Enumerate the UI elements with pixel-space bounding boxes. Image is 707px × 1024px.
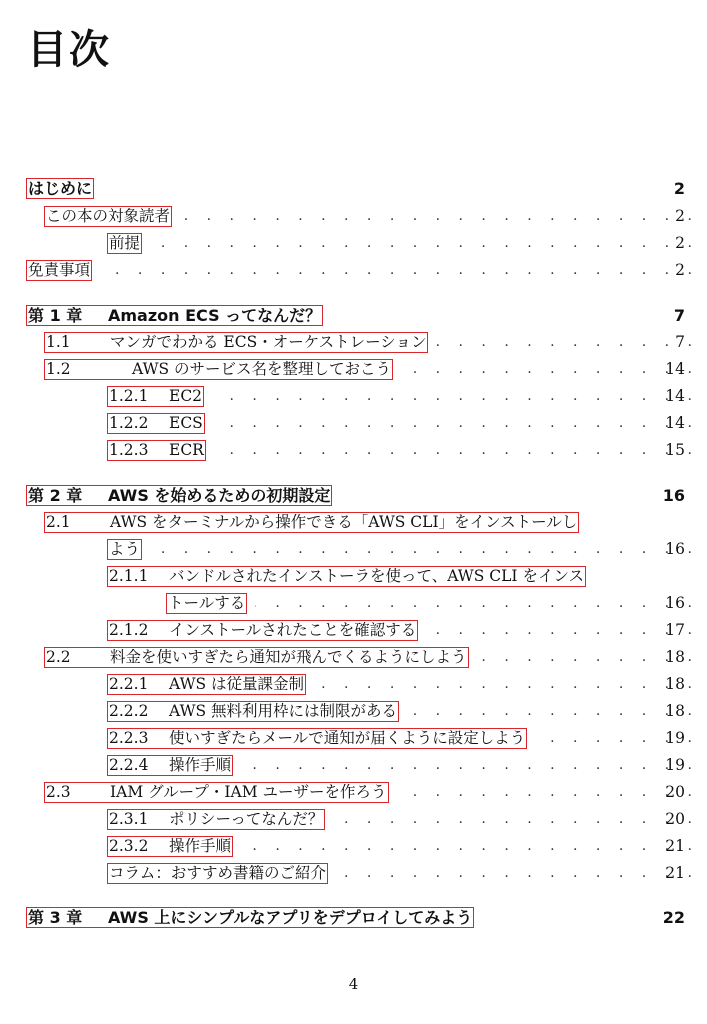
toc-chapter-intro[interactable]	[0, 176, 707, 200]
leader-dots	[214, 442, 699, 458]
toc-title: EC2	[169, 386, 203, 405]
toc-title: AWS 上にシンプルなアプリをデプロイしてみよう	[108, 907, 473, 927]
toc-entry-2-3-2[interactable]	[0, 834, 707, 858]
toc-page-number: 17	[665, 621, 685, 639]
toc-page-number: 21	[665, 864, 685, 882]
toc-page-number: 7	[675, 333, 685, 351]
toc-title: 操作手順	[169, 836, 232, 855]
toc-link[interactable]	[107, 620, 418, 641]
toc-link[interactable]	[26, 260, 92, 281]
toc-page-number: 20	[665, 783, 685, 801]
toc-link[interactable]	[107, 566, 586, 587]
toc-entry-2-2[interactable]	[0, 645, 707, 669]
toc-page-number: 22	[662, 907, 685, 927]
toc-title: ECS	[169, 413, 203, 432]
leader-dots	[314, 676, 699, 692]
toc-page-number: 14	[665, 414, 685, 432]
leader-dots	[213, 415, 699, 431]
toc-link[interactable]	[107, 809, 325, 830]
toc-entry-intro-disclaimer[interactable]	[0, 258, 707, 282]
toc-link[interactable]	[166, 593, 247, 614]
toc-title: コラム：おすすめ書籍のご紹介	[109, 863, 327, 882]
leader-dots	[100, 262, 699, 278]
toc-link[interactable]	[107, 836, 233, 857]
toc-title: Amazon ECS ってなんだ？	[108, 305, 322, 325]
toc-entry-2-1[interactable]	[0, 510, 707, 534]
toc-entry-1-2-2[interactable]	[0, 411, 707, 435]
toc-entry-1-1[interactable]	[0, 330, 707, 354]
toc-page-number: 18	[665, 675, 685, 693]
toc-entry-intro-premise[interactable]	[0, 231, 707, 255]
toc-link[interactable]	[44, 782, 389, 803]
toc-entry-2-2-3[interactable]	[0, 726, 707, 750]
toc-page-number: 19	[665, 756, 685, 774]
toc-link[interactable]	[107, 674, 306, 695]
toc-link[interactable]	[44, 359, 393, 380]
toc-title: 前提	[109, 233, 141, 252]
toc-link[interactable]	[107, 413, 205, 434]
toc-page-number: 14	[665, 360, 685, 378]
toc-page-number: 18	[665, 702, 685, 720]
toc-title: AWS 無料利用枠には制限がある	[169, 701, 398, 720]
toc-number: 2.3.2	[109, 836, 149, 855]
toc-title: IAM グループ・IAM ユーザーを作ろう	[110, 782, 387, 801]
toc-page-number: 2	[675, 207, 685, 225]
toc-title: はじめに	[28, 178, 93, 198]
toc-page-number: 16	[665, 540, 685, 558]
toc-page-number: 20	[665, 810, 685, 828]
toc-number: 2.3	[46, 782, 71, 801]
toc-entry-2-1-cont[interactable]	[0, 537, 707, 561]
toc-number: 1.2.2	[109, 413, 149, 432]
toc-title: マンガでわかる ECS・オーケストレーション	[110, 332, 427, 351]
toc-link[interactable]	[26, 305, 323, 326]
toc-entry-2-2-4[interactable]	[0, 753, 707, 777]
toc-number: 2.2.2	[109, 701, 149, 720]
toc-link[interactable]	[26, 485, 332, 506]
toc-number: 第 3 章	[28, 907, 83, 927]
toc-number: 1.2	[46, 359, 71, 378]
toc-page-number: 18	[665, 648, 685, 666]
toc-title: AWS を始めるための初期設定	[108, 485, 331, 505]
toc-page-number: 19	[665, 729, 685, 747]
toc-title: バンドルされたインストーラを使って、AWS CLI をインス	[169, 566, 585, 585]
toc-page-number: 14	[665, 387, 685, 405]
leader-dots	[150, 235, 699, 251]
toc-entry-2-1-2[interactable]	[0, 618, 707, 642]
toc-title: トールする	[168, 593, 246, 612]
toc-entry-1-2-1[interactable]	[0, 384, 707, 408]
toc-number: 1.1	[46, 332, 71, 351]
leader-dots	[180, 208, 699, 224]
toc-page-number: 2	[675, 234, 685, 252]
toc-link[interactable]	[26, 178, 94, 199]
toc-title: 操作手順	[169, 755, 232, 774]
toc-entry-intro-audience[interactable]	[0, 204, 707, 228]
toc-title: AWS は従量課金制	[169, 674, 305, 693]
toc-number: 第 2 章	[28, 485, 83, 505]
toc-title: AWS をターミナルから操作できる「AWS CLI」をインストールし	[110, 512, 578, 531]
toc-link[interactable]	[44, 206, 172, 227]
toc-entry-1-2-3[interactable]	[0, 438, 707, 462]
leader-dots	[255, 595, 699, 611]
toc-link[interactable]	[107, 386, 204, 407]
toc-entry-2-3[interactable]	[0, 780, 707, 804]
toc-title: よう	[109, 539, 141, 558]
toc-number: 2.2	[46, 647, 71, 666]
toc-link[interactable]	[107, 233, 142, 254]
toc-chapter-2[interactable]	[0, 483, 707, 507]
toc-link[interactable]	[44, 512, 579, 533]
toc-number: 2.3.1	[109, 809, 149, 828]
toc-page-number: 16	[665, 594, 685, 612]
toc-number: 2.2.4	[109, 755, 149, 774]
toc-page-number: 2	[675, 261, 685, 279]
toc-number: 2.2.3	[109, 728, 149, 747]
toc-link[interactable]	[26, 907, 474, 928]
toc-title: AWS のサービス名を整理しておこう	[132, 359, 392, 378]
toc-number: 1.2.3	[109, 440, 149, 459]
toc-number: 2.1.2	[109, 620, 149, 639]
page-title: 目次	[27, 27, 111, 73]
toc-chapter-1[interactable]	[0, 303, 707, 327]
toc-entry-2-1-1-cont[interactable]	[0, 591, 707, 615]
toc-title: ECR	[169, 440, 204, 459]
toc-link[interactable]	[107, 701, 399, 722]
toc-number: 2.1	[46, 512, 71, 531]
toc-title: 免責事項	[28, 260, 91, 279]
toc-link[interactable]	[107, 728, 527, 749]
toc-entry-2-2-2[interactable]	[0, 699, 707, 723]
toc-title: 料金を使いすぎたら通知が飛んでくるようにしよう	[110, 647, 467, 666]
toc-link[interactable]	[107, 863, 328, 884]
leader-dots	[241, 757, 699, 773]
toc-link[interactable]	[44, 647, 469, 668]
toc-title: インストールされたことを確認する	[169, 620, 417, 639]
toc-number: 2.2.1	[109, 674, 149, 693]
toc-page-number: 21	[665, 837, 685, 855]
toc-entry-2-1-1[interactable]	[0, 564, 707, 588]
leader-dots	[150, 541, 699, 557]
toc-number: 2.1.1	[109, 566, 149, 585]
toc-number: 1.2.1	[109, 386, 149, 405]
toc-link[interactable]	[107, 755, 233, 776]
toc-page-number: 7	[673, 305, 685, 325]
toc-title: 使いすぎたらメールで通知が届くように設定しよう	[169, 728, 526, 747]
toc-page-number: 2	[673, 178, 685, 198]
toc-entry-column[interactable]	[0, 861, 707, 885]
toc-link[interactable]	[107, 539, 142, 560]
toc-entry-2-3-1[interactable]	[0, 807, 707, 831]
toc-link[interactable]	[107, 440, 206, 461]
toc-chapter-3[interactable]	[0, 905, 707, 929]
toc-page-number: 16	[662, 485, 685, 505]
toc-page-number: 15	[665, 441, 685, 459]
leader-dots	[241, 838, 699, 854]
toc-link[interactable]	[44, 332, 428, 353]
toc-number: 第 1 章	[28, 305, 83, 325]
toc-entry-2-2-1[interactable]	[0, 672, 707, 696]
leader-dots	[212, 388, 699, 404]
footer-page-number: 4	[348, 975, 359, 993]
toc-title: この本の対象読者	[46, 206, 171, 225]
toc-entry-1-2[interactable]	[0, 357, 707, 381]
toc-title: ポリシーってなんだ？	[169, 809, 324, 828]
